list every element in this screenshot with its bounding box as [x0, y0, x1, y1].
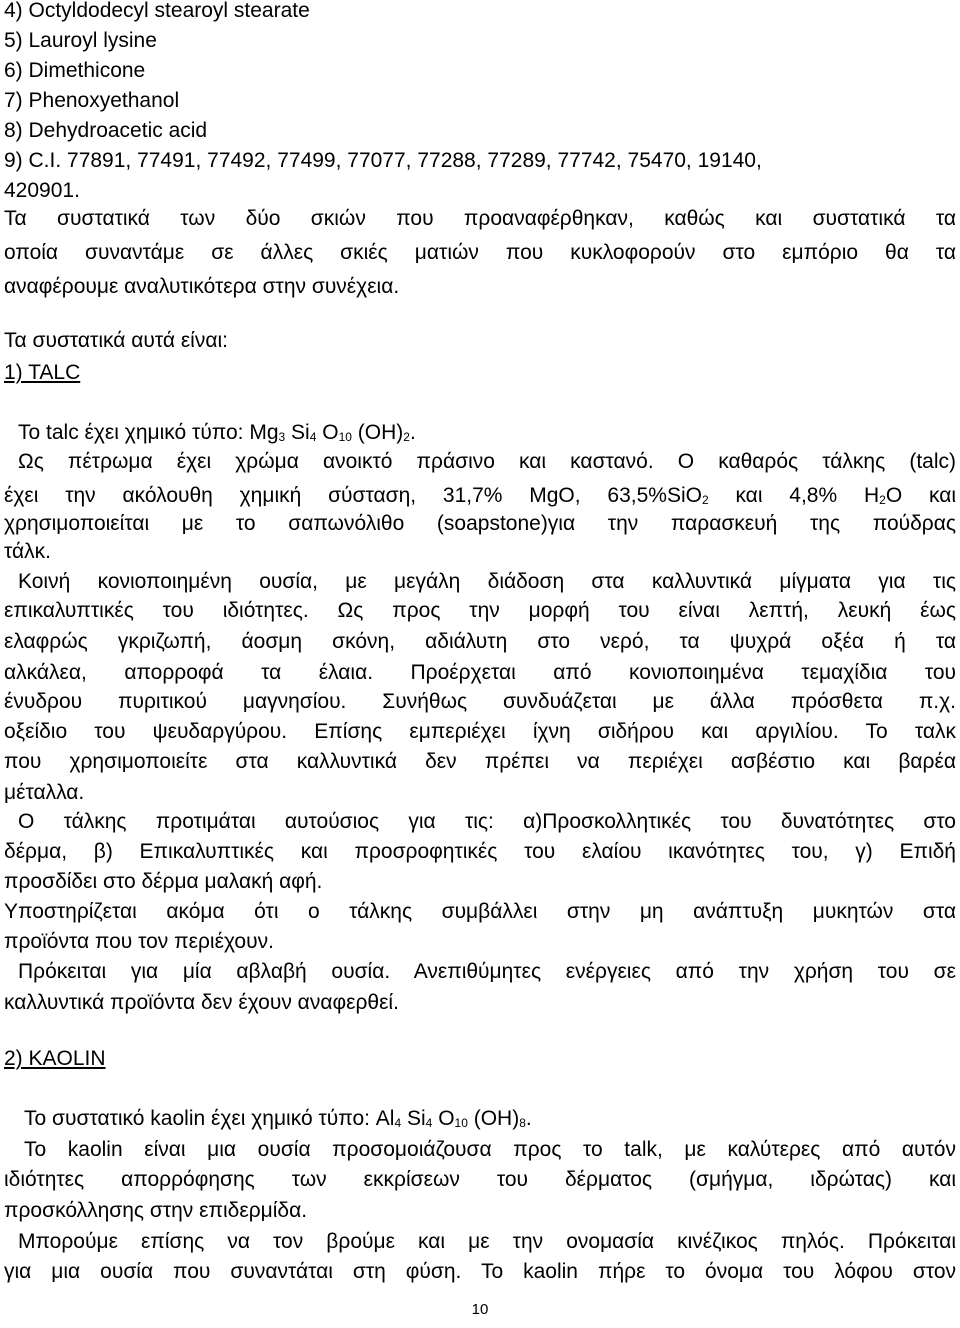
- paragraph-line: οξείδιο του ψευδαργύρου. Επίσης εμπεριέχει ίχνη σιδήρου και αργιλίου. Το ταλκ: [4, 720, 956, 743]
- paragraph-line: επικαλυπτικές του ιδιότητες. Ως προς την μορφή του είναι λεπτή, λευκή έως: [4, 599, 956, 622]
- paragraph-line: Ως πέτρωμα έχει χρώμα ανοικτό πράσινο και καστανό. Ο καθαρός τάλκης (talc): [18, 450, 956, 473]
- paragraph-line: προσδίδει στο δέρμα μαλακή αφή.: [4, 870, 323, 893]
- section-heading-kaolin: 2) KAOLIN: [4, 1047, 106, 1070]
- paragraph-line: δέρμα, β) Επικαλυπτικές και προσροφητικές του ελαίου ικανότητες του, γ) Επιδή: [4, 840, 956, 863]
- ingredient-list-item: 8) Dehydroacetic acid: [4, 119, 208, 142]
- talc-composition-line: έχει την ακόλουθη χημική σύσταση, 31,7% MgO, 63,5%SiO$_2$ και 4,8% $H_2O$ και: [4, 484, 956, 507]
- paragraph-line: αλκάλεα, απορροφά τα έλαια. Προέρχεται από κονιοποιημένα τεμαχίδια του: [4, 661, 956, 684]
- paragraph-line: ιδιότητες απορρόφησης των εκκρίσεων του δέρματος (σμήγμα, ιδρώτας) και: [4, 1168, 956, 1191]
- ingredient-list-item: 5) Lauroyl lysine: [4, 29, 157, 52]
- paragraph-line: προσκόλλησης στην επιδερμίδα.: [4, 1199, 308, 1222]
- paragraph-line: χρησιμοποιείται με το σαπωνόλιθο (soapstone)για την παρασκευή της πούδρας: [4, 512, 956, 535]
- kaolin-formula: Το συστατικό kaolin έχει χημικό τύπο: $Al_4$ $Si_4$ $O_{10}$ $(OH)_8$.: [24, 1107, 532, 1130]
- ingredient-list-item: 4) Octyldodecyl stearoyl stearate: [4, 0, 310, 22]
- paragraph-line: Μπορούμε επίσης να τον βρούμε και με την ονομασία κινέζικος πηλός. Πρόκειται: [18, 1230, 956, 1253]
- page-number: 10: [471, 1301, 489, 1318]
- paragraph-line: που χρησιμοποιείτε στα καλλυντικά δεν πρέπει να περιέχει ασβέστιο και βαρέα: [4, 750, 956, 773]
- paragraph-line: προϊόντα που τον περιέχουν.: [4, 930, 274, 953]
- paragraph-line: Πρόκειται για μία αβλαβή ουσία. Ανεπιθύμητες ενέργειες από την χρήση του σε: [18, 960, 956, 983]
- ingredient-list-item: 6) Dimethicone: [4, 59, 146, 82]
- ingredient-list-item: 7) Phenoxyethanol: [4, 89, 180, 112]
- paragraph-line: Ο τάλκης προτιμάται αυτούσιος για τις: α)Προσκολλητικές του δυνατότητες στο: [18, 810, 956, 833]
- paragraph-line: αναφέρουμε αναλυτικότερα στην συνέχεια.: [4, 275, 400, 298]
- section-heading-talc: 1) TALC: [4, 361, 81, 384]
- paragraph-line: τάλκ.: [4, 540, 51, 563]
- ingredients-intro: Τα συστατικά αυτά είναι:: [4, 329, 228, 352]
- paragraph-line: Υποστηρίζεται ακόμα ότι ο τάλκης συμβάλλει στην μη ανάπτυξη μυκητών στα: [4, 900, 956, 923]
- paragraph-line: Κοινή κονιοποιημένη ουσία, με μεγάλη διάδοση στα καλλυντικά μίγματα για τις: [18, 570, 956, 593]
- paragraph-line: καλλυντικά προϊόντα δεν έχουν αναφερθεί.: [4, 991, 399, 1014]
- ingredient-list-item: 420901.: [4, 179, 80, 202]
- paragraph-line: ελαφρώς γκριζωπή, άοσμη σκόνη, αδιάλυτη στο νερό, τα ψυχρά οξέα ή τα: [4, 630, 956, 653]
- paragraph-line: Τα συστατικά των δύο σκιών που προαναφέρθηκαν, καθώς και συστατικά τα: [4, 207, 956, 230]
- paragraph-line: Το kaolin είναι μια ουσία προσομοιάζουσα προς το talk, με καλύτερες από αυτόν: [24, 1138, 956, 1161]
- paragraph-line: ένυδρου πυριτικού μαγνησίου. Συνήθως συνδυάζεται με άλλα πρόσθετα π.χ.: [4, 690, 956, 713]
- ingredient-list-item: 9) C.I. 77891, 77491, 77492, 77499, 77077, 77288, 77289, 77742, 75470, 19140,: [4, 149, 762, 172]
- paragraph-line: για μια ουσία που συναντάται στη φύση. Το kaolin πήρε το όνομα του λόφου στον: [4, 1260, 956, 1283]
- talc-formula: Το talc έχει χημικό τύπο: $Mg_3$ $Si_4$ $O_{10}$ $(OH)_2$.: [18, 421, 416, 444]
- paragraph-line: μέταλλα.: [4, 781, 85, 804]
- paragraph-line: οποία συναντάμε σε άλλες σκιές ματιών που κυκλοφορούν στο εμπόριο θα τα: [4, 241, 956, 264]
